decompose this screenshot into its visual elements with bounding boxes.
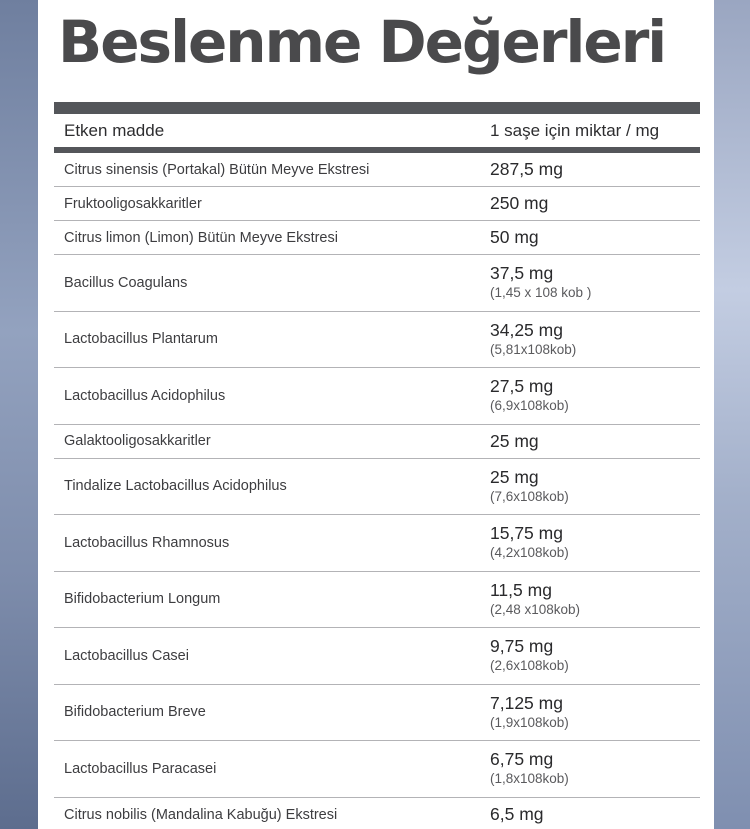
nutrition-table bbox=[54, 102, 700, 829]
ingredient-amount-cell bbox=[490, 227, 700, 248]
table-row bbox=[54, 798, 700, 829]
ingredient-amount-cell bbox=[490, 693, 700, 732]
nutrition-panel bbox=[38, 0, 714, 829]
ingredient-cfu: (5,81x108kob) bbox=[490, 341, 577, 357]
ingredient-amount: 50 mg bbox=[490, 227, 539, 247]
ingredient-amount: 287,5 mg bbox=[490, 159, 563, 179]
ingredient-amount: 15,75 mg bbox=[490, 523, 563, 544]
table-header bbox=[54, 114, 700, 147]
ingredient-name: Galaktooligosakkaritler bbox=[64, 433, 211, 449]
background-right bbox=[714, 0, 750, 829]
table-row bbox=[54, 187, 700, 221]
ingredient-amount-cell bbox=[490, 263, 700, 302]
ingredient-name: Bacillus Coagulans bbox=[64, 274, 188, 291]
ingredient-name: Citrus limon (Limon) Bütün Meyve Ekstresi bbox=[64, 229, 338, 246]
ingredient-amount: 25 mg bbox=[490, 430, 539, 451]
ingredient-name: Lactobacillus Casei bbox=[64, 647, 189, 664]
ingredient-cfu: (1,45 x 108 kob ) bbox=[490, 285, 592, 301]
ingredient-name: Lactobacillus Paracasei bbox=[64, 760, 217, 777]
ingredient-cfu: (4,2x108kob) bbox=[490, 545, 569, 561]
ingredient-name: Lactobacillus Acidophilus bbox=[64, 387, 226, 404]
background-left bbox=[0, 0, 40, 829]
ingredient-amount-cell bbox=[490, 580, 700, 619]
ingredient-amount-cell bbox=[490, 320, 700, 359]
ingredient-amount: 34,25 mg bbox=[490, 319, 563, 340]
ingredient-amount-cell bbox=[490, 804, 700, 825]
ingredient-name: Bifidobacterium Longum bbox=[64, 591, 221, 608]
ingredient-amount-cell bbox=[490, 467, 700, 506]
ingredient-name: Citrus nobilis (Mandalina Kabuğu) Ekstresi bbox=[64, 806, 338, 823]
ingredient-cfu: (6,9x108kob) bbox=[490, 398, 569, 414]
table-row bbox=[54, 368, 700, 425]
table-row bbox=[54, 572, 700, 629]
table-row bbox=[54, 425, 700, 459]
ingredient-amount: 6,75 mg bbox=[490, 749, 554, 770]
ingredient-cfu: (2,6x108kob) bbox=[490, 658, 569, 674]
ingredient-amount-cell bbox=[490, 193, 700, 214]
header-amount: 1 saşe için miktar / mg bbox=[490, 120, 660, 140]
page-title: Beslenme Değerleri bbox=[58, 8, 666, 76]
table-row bbox=[54, 312, 700, 369]
table-row bbox=[54, 153, 700, 187]
table-row bbox=[54, 459, 700, 516]
ingredient-amount-cell bbox=[490, 159, 700, 180]
ingredient-amount: 250 mg bbox=[490, 193, 549, 213]
ingredient-name: Lactobacillus Plantarum bbox=[64, 331, 218, 348]
table-top-bar bbox=[54, 102, 700, 114]
ingredient-name: Citrus sinensis (Portakal) Bütün Meyve Ekstresi bbox=[64, 161, 370, 178]
ingredient-amount: 6,5 mg bbox=[490, 804, 544, 824]
table-row bbox=[54, 741, 700, 798]
ingredient-name: Fruktooligosakkaritler bbox=[64, 195, 202, 212]
ingredient-cfu: (1,9x108kob) bbox=[490, 714, 569, 730]
ingredient-amount: 25 mg bbox=[490, 466, 539, 487]
ingredient-cfu: (2,48 x108kob) bbox=[490, 601, 581, 617]
ingredient-amount: 7,125 mg bbox=[490, 692, 563, 713]
table-body bbox=[54, 153, 700, 829]
ingredient-amount-cell bbox=[490, 376, 700, 415]
ingredient-amount: 37,5 mg bbox=[490, 263, 554, 284]
ingredient-amount-cell bbox=[490, 749, 700, 788]
ingredient-name: Tindalize Lactobacillus Acidophilus bbox=[64, 478, 287, 495]
table-row bbox=[54, 515, 700, 572]
ingredient-name: Bifidobacterium Breve bbox=[64, 704, 206, 721]
ingredient-amount: 9,75 mg bbox=[490, 636, 554, 657]
ingredient-name: Lactobacillus Rhamnosus bbox=[64, 534, 230, 551]
table-row bbox=[54, 628, 700, 685]
ingredient-amount: 27,5 mg bbox=[490, 376, 554, 397]
ingredient-cfu: (7,6x108kob) bbox=[490, 488, 569, 504]
ingredient-amount-cell bbox=[490, 523, 700, 562]
table-row bbox=[54, 221, 700, 255]
header-ingredient: Etken madde bbox=[64, 120, 165, 140]
ingredient-amount-cell bbox=[490, 431, 700, 452]
ingredient-amount-cell bbox=[490, 636, 700, 675]
table-row bbox=[54, 255, 700, 312]
table-row bbox=[54, 685, 700, 742]
ingredient-cfu: (1,8x108kob) bbox=[490, 771, 569, 787]
ingredient-amount: 11,5 mg bbox=[490, 579, 552, 600]
